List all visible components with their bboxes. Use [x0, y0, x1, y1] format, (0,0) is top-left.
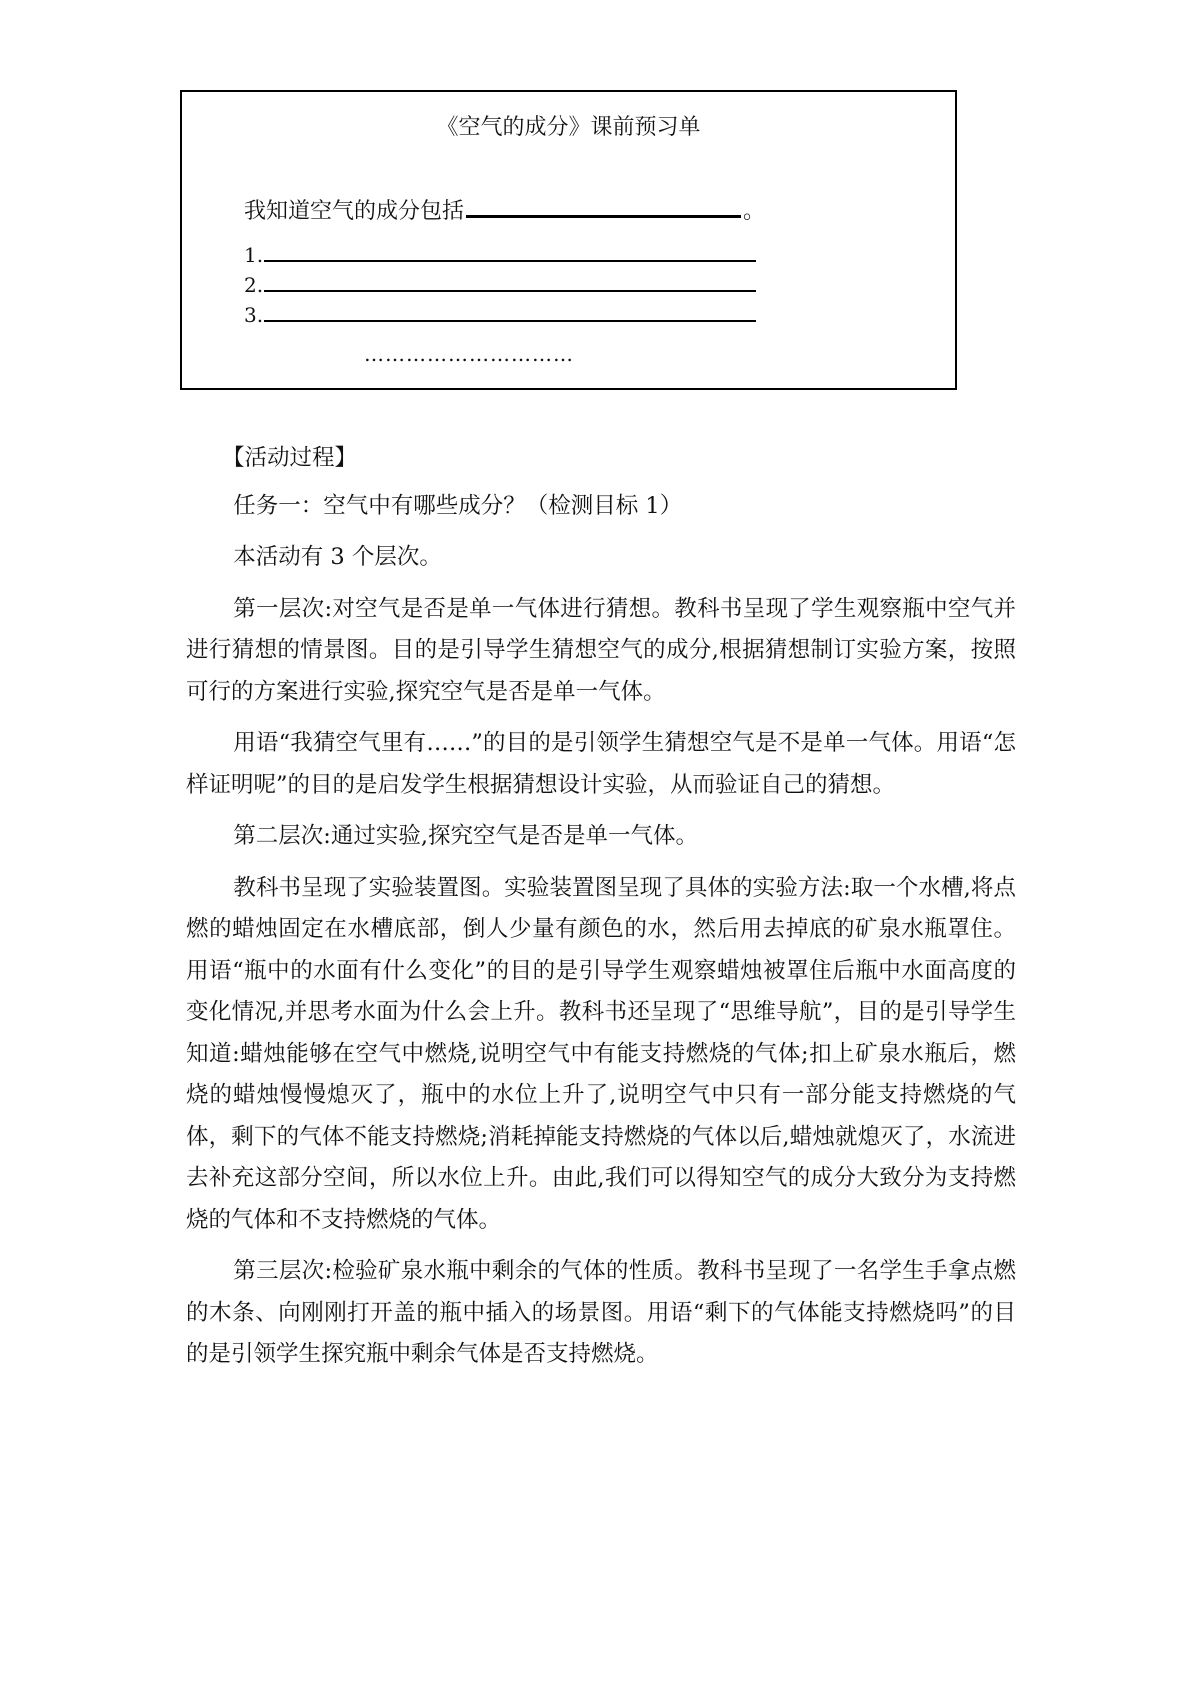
air-components-prompt — [244, 194, 765, 225]
section-heading: 【活动过程】 — [222, 445, 358, 471]
answer-line[interactable] — [264, 240, 756, 262]
prompt-text: 我知道空气的成分包括 — [244, 199, 465, 224]
level-two-detail-paragraph: 教科书呈现了实验装置图。实验装置图呈现了具体的实验方法:取一个水槽,将点燃的蜡烛固定在水槽底部，倒人少量有颜色的水，然后用去掉底的矿泉水瓶罩住。用语“瓶中的水面有什么变化”的目的是引导学生观察蜡烛被罩住后瓶中水面高度的变化情况,并思考水面为什么会上升。教科书还呈现了“思维导航”，目的是引导学生知道:蜡烛能够在空气中燃烧,说明空气中有能支持燃烧的气体;扣上矿泉水瓶后，燃烧的蜡烛慢慢熄灭了，瓶中的水位上升了,说明空气中只有一部分能支持燃烧的气体，剩下的气体不能支持燃烧;消耗掉能支持燃烧的气体以后,蜡烛就熄灭了，水流进去补充这部分空间，所以水位上升。由此,我们可以得知空气的成分大致分为支持燃烧的气体和不支持燃烧的气体。 — [186, 874, 1016, 1233]
continuation-dots: ………………………… — [364, 342, 574, 366]
preview-sheet-title: 《空气的成分》课前预习单 — [436, 115, 701, 140]
numbered-line-1 — [244, 240, 756, 266]
numbered-label: 1. — [244, 243, 264, 267]
level-one-language-paragraph: 用语“我猜空气里有……”的目的是引领学生猜想空气是不是单一气体。用语“怎样证明呢”的目的是启发学生根据猜想设计实验，从而验证自己的猜想。 — [186, 730, 1016, 798]
preview-sheet-box — [180, 90, 957, 390]
level-one-paragraph: 第一层次:对空气是否是单一气体进行猜想。教科书呈现了学生观察瓶中空气并进行猜想的情景图。目的是引导学生猜想空气的成分,根据猜想制订实验方案，按照可行的方案进行实验,探究空气是否是单一气体。 — [186, 595, 1016, 705]
document-body — [186, 438, 1016, 1376]
answer-line[interactable] — [264, 270, 756, 292]
level-three-paragraph: 第三层次:检验矿泉水瓶中剩余的气体的性质。教科书呈现了一名学生手拿点燃的木条、向刚刚打开盖的瓶中插入的场景图。用语“剩下的气体能支持燃烧吗”的目的是引领学生探究瓶中剩余气体是否支持燃烧。 — [186, 1258, 1016, 1367]
numbered-label: 3. — [244, 303, 264, 327]
numbered-line-3 — [244, 300, 756, 326]
level-two-paragraph: 第二层次:通过实验,探究空气是否是单一气体。 — [233, 823, 698, 849]
numbered-label: 2. — [244, 273, 264, 297]
answer-line[interactable] — [264, 300, 756, 322]
intro-paragraph: 本活动有 3 个层次。 — [233, 544, 442, 570]
prompt-end: 。 — [743, 199, 766, 224]
task-one-heading: 任务一：空气中有哪些成分？（检测目标 1） — [233, 492, 683, 519]
answer-blank[interactable] — [466, 195, 741, 218]
numbered-line-2 — [244, 270, 756, 296]
